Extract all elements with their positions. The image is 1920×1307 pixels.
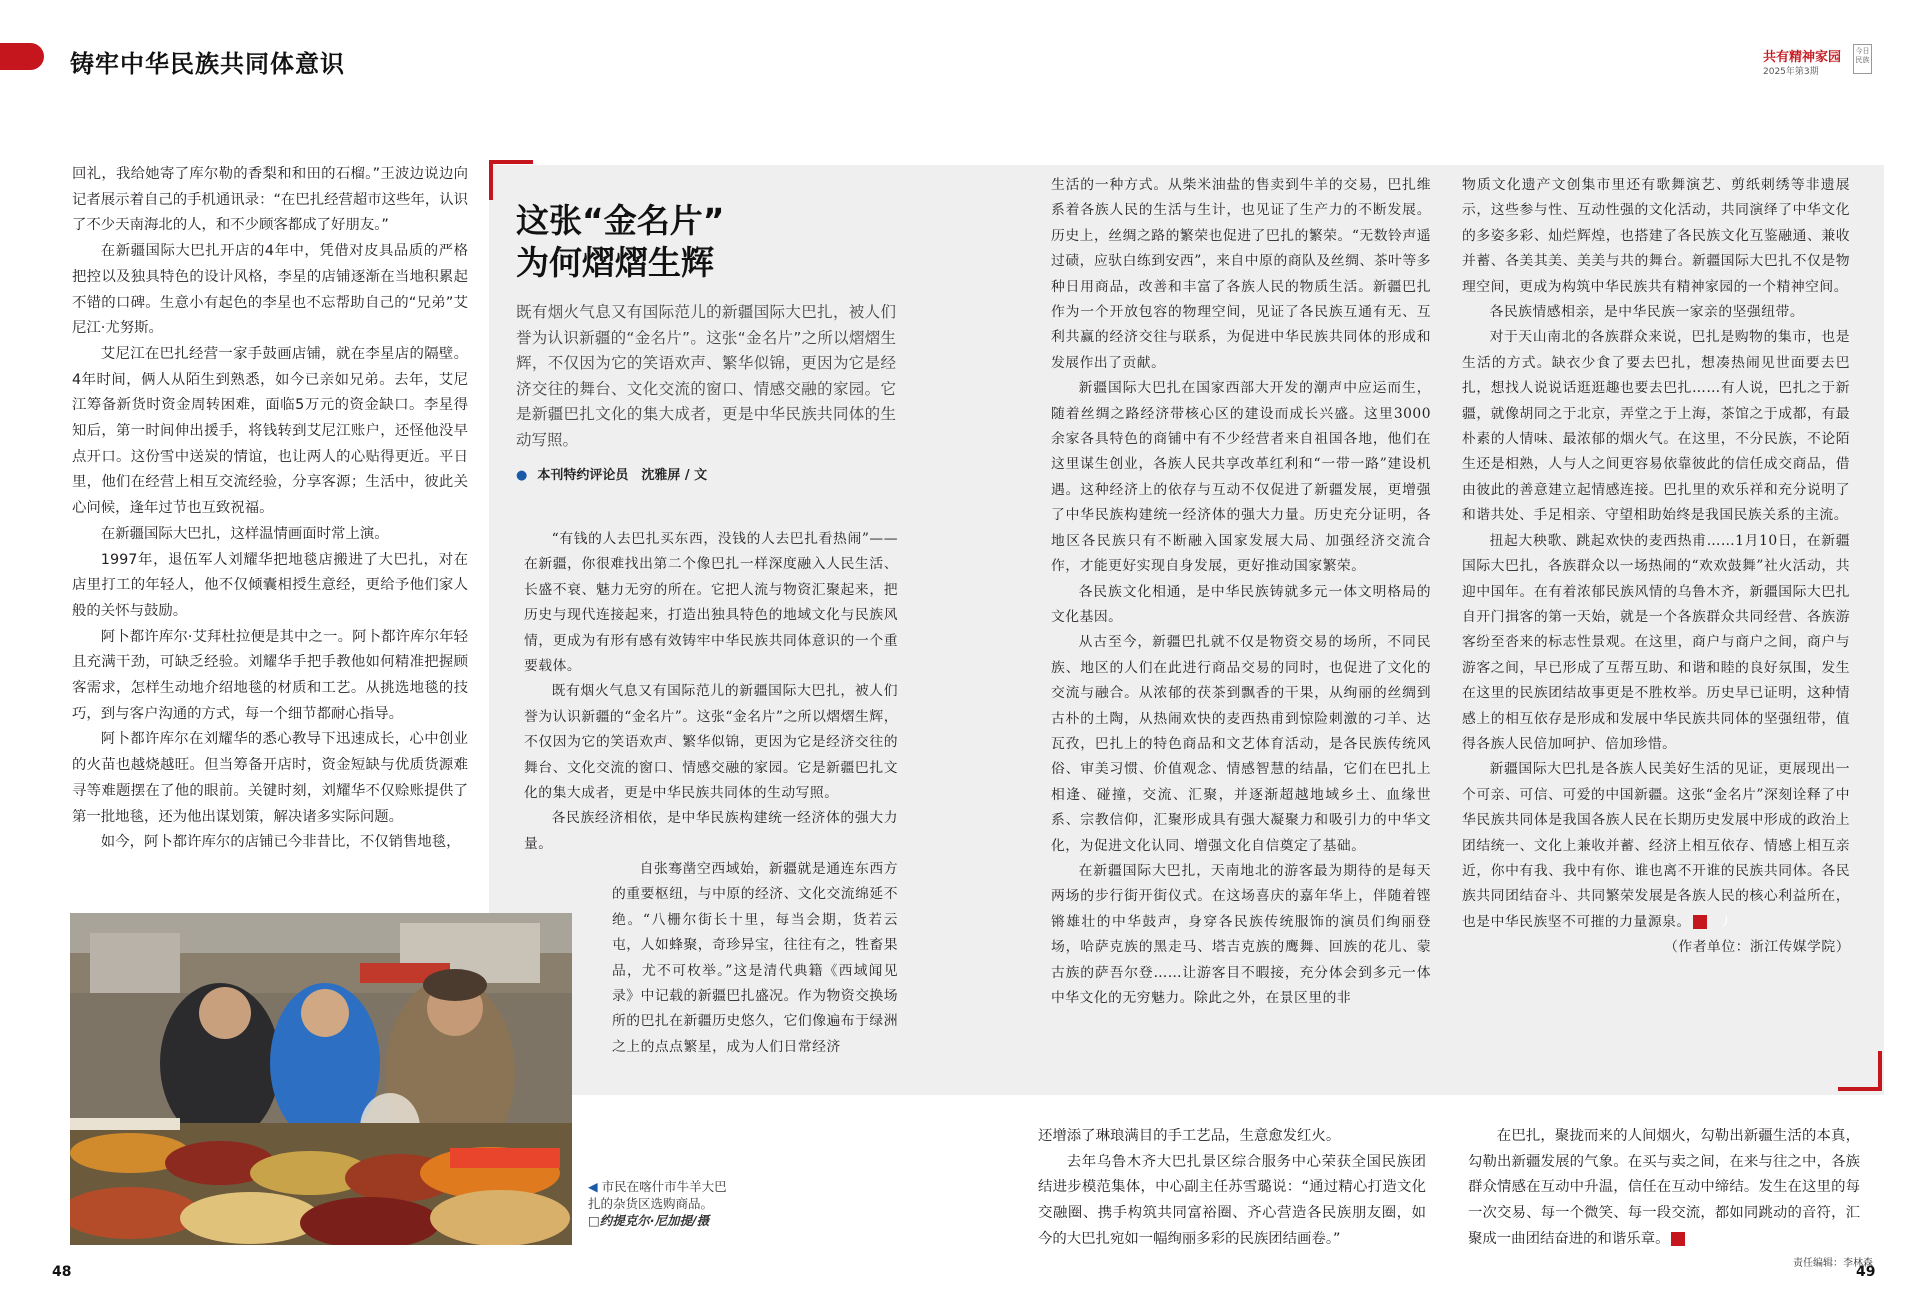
magazine-logo-badge: 今日 民族	[1853, 44, 1872, 74]
paragraph: 还增添了琳琅满目的手工艺品，生意愈发红火。	[1038, 1128, 1341, 1144]
paragraph: 对于天山南北的各族群众来说，巴扎是购物的集市，也是生活的方式。缺衣少食了要去巴扎，想凑热闹见世面要去巴扎，想找人说说话逛逛趣也要去巴扎……有人说，巴扎之于新疆，就像胡同之于北京，弄堂之于上海，茶馆之于成都，有最朴素的人情味、最浓郁的烟火气。在这里，不分民族，不论陌生还是相熟，人与人之间更容易依靠彼此的信任成交商品，借由彼此的善意建立起情感连接。巴扎里的欢乐祥和充分说明了和谐共处、手足相亲、守望相助始终是我国民族关系的主流。	[1462, 329, 1850, 524]
paragraph: 在新疆国际大巴扎开店的4年中，凭借对皮具品质的严格把控以及独具特色的设计风格，李星的店铺逐渐在当地积累起不错的口碑。生意小有起色的李星也不忘帮助自己的“兄弟”艾尼江·尤努斯。	[72, 243, 468, 337]
paragraph: 阿卜都许库尔·艾拜杜拉便是其中之一。阿卜都许库尔年轻且充满干劲，可缺乏经验。刘耀华手把手教他如何精准把握顾客需求，怎样生动地介绍地毯的材质和工艺。从挑选地毯的技巧，到与客户沟通的方式，每一个细节都耐心指导。	[72, 628, 468, 722]
page-number-left: 48	[52, 1264, 72, 1280]
paragraph	[1468, 1124, 1860, 1253]
caption-text: 市民在喀什市牛羊大巴扎的杂货区选购商品。	[588, 1179, 727, 1211]
market-photo	[70, 913, 572, 1245]
paragraph: 在新疆国际大巴扎，天南地北的游客最为期待的是每天两场的步行街开街仪式。在这场喜庆的嘉年华上，伴随着铿锵雄壮的中华鼓声，身穿各民族传统服饰的演员们绚丽登场，哈萨克族的黑走马、塔吉克族的鹰舞、回族的花儿、蒙古族的萨吾尔登……让游客目不暇接，充分体会到多元一体中华文化的无穷魅力。除此之外，在景区里的非	[1051, 862, 1431, 1006]
caption-arrow-icon: ◀	[588, 1179, 602, 1194]
paragraph: 扭起大秧歌、跳起欢快的麦西热甫……1月10日，在新疆国际大巴扎，各族群众以一场热闹的“欢欢鼓舞”社火活动，共迎中国年。在有着浓郁民族风情的乌鲁木齐，新疆国际大巴扎自开门揖客的第一天始，就是一个各族群众共同经营、各族游客纷至沓来的标志性景观。在这里，商户与商户之间，商户与游客之间，早已形成了互帮互助、和谐和睦的良好氛围，发生在这里的民族团结故事更是不胜枚举。历史早已证明，这种情感上的相互依存是形成和发展中华民族共同体的坚强纽带，值得各族人民倍加呵护、倍加珍惜。	[1462, 532, 1850, 752]
essay-column-1-continued	[612, 857, 898, 1060]
essay-column-3	[1462, 173, 1850, 961]
essay-column-2	[1051, 173, 1431, 1011]
paragraph: 物质文化遗产文创集市里还有歌舞演艺、剪纸刺绣等非遗展示，这些参与性、互动性强的文化活动，共同演绎了中华文化的多姿多彩、灿烂辉煌，也搭建了各民族文化互鉴融通、兼收并蓄、各美其美、美美与共的舞台。新疆国际大巴扎不仅是物理空间，更成为构筑中华民族共有精神家园的一个精神空间。	[1462, 177, 1850, 295]
paragraph: 各民族文化相通，是中华民族铸就多元一体文明格局的文化基因。	[1051, 583, 1431, 625]
photo-caption	[588, 1178, 738, 1229]
paragraph: 生活的一种方式。从柴米油盐的售卖到牛羊的交易，巴扎维系着各族人民的生活与生计，也见证了生产力的不断发展。历史上，丝绸之路的繁荣也促进了巴扎的繁荣。“无数铃声遥过碛，应驮白练到安西”，来自中原的商队及丝绸、茶叶等多种日用商品，改善和丰富了各族人民的物质生活。新疆巴扎作为一个开放包容的物理空间，见证了各民族互通有无、互利共赢的经济交往与联系，为促进中华民族共同体的形成和发展作出了贡献。	[1051, 177, 1431, 371]
paragraph: 各民族经济相依，是中华民族构建统一经济体的强大力量。	[524, 810, 898, 852]
paragraph: 从古至今，新疆巴扎就不仅是物资交易的场所，不同民族、地区的人们在此进行商品交易的同时，也促进了文化的交流与融合。从浓郁的茯茶到飘香的干果，从绚丽的丝绸到古朴的土陶，从热闹欢快的麦西热甫到惊险刺激的刁羊、达瓦孜，巴扎上的特色商品和文艺体育活动，是各民族传统风俗、审美习惯、价值观念、情感智慧的结晶，它们在巴扎上相逢、碰撞，交流、汇聚，并逐渐超越地域乡土、血缘世系、宗教信仰，汇聚形成具有强大凝聚力和吸引力的中华文化，为促进文化认同、增强文化自信奠定了基础。	[1051, 634, 1431, 854]
section-marker	[0, 43, 44, 70]
paragraph: 自张骞凿空西域始，新疆就是通连东西方的重要枢纽，与中原的经济、文化交流绵延不绝。“八栅尔街长十里，每当会期，货若云屯，人如蜂聚，奇珍异宝，往往有之，牲畜果品，尤不可枚举。”这是清代典籍《西域闻见录》中记载的新疆巴扎盛况。作为物资交换场所的巴扎在新疆历史悠久，它们像遍布于绿洲之上的点点繁星，成为人们日常经济	[612, 861, 898, 1055]
bullet-icon: ●	[516, 468, 528, 483]
end-mark-icon: 丿	[1671, 1232, 1685, 1246]
left-article-column	[72, 162, 468, 856]
bottom-right-column	[1468, 1124, 1860, 1253]
paragraph-text: 新疆国际大巴扎是各族人民美好生活的见证，更展现出一个可亲、可信、可爱的中国新疆。这张“金名片”深刻诠释了中华民族共同体是我国各族人民在长期历史发展中形成的政治上团结统一、文化上兼收并蓄、经济上相互依存、情感上相互亲近，你中有我、我中有你、谁也离不开谁的民族共同体。各民族共同团结奋斗、共同繁荣发展是各族人民的核心利益所在，也是中华民族坚不可摧的力量源泉。	[1462, 761, 1850, 930]
paragraph: 艾尼江在巴扎经营一家手鼓画店铺，就在李星店的隔壁。4年时间，俩人从陌生到熟悉，如今已亲如兄弟。去年，艾尼江筹备新货时资金周转困难，面临5万元的资金缺口。李星得知后，第一时间伸出援手，将钱转到艾尼江账户，还怪他没早点开口。这份雪中送炭的情谊，也让两人的心贴得更近。平日里，他们在经营上相互交流经验，分享客源；生活中，彼此关心问候，逢年过节也互致祝福。	[72, 345, 468, 517]
page-number-right: 49	[1856, 1264, 1876, 1280]
feature-lede: 既有烟火气息又有国际范儿的新疆国际大巴扎，被人们誉为认识新疆的“金名片”。这张“金名片”之所以熠熠生辉，不仅因为它的笑语欢声、繁华似锦，更因为它是经济交往的舞台、文化交流的窗口、情感交融的家园。它是新疆巴扎文化的集大成者，更是中华民族共同体的生动写照。	[516, 303, 896, 449]
paragraph: 去年乌鲁木齐大巴扎景区综合服务中心荣获全国民族团结进步模范集体，中心副主任苏雪璐说：“通过精心打造文化交融圈、携手构筑共同富裕圈、齐心营造各民族朋友圈，如今的大巴扎宛如一幅绚丽多彩的民族团结画卷。”	[1038, 1153, 1426, 1247]
paragraph	[1462, 757, 1850, 935]
paragraph-text: 在巴扎，聚拢而来的人间烟火，勾勒出新疆生活的本真，勾勒出新疆发展的气象。在买与卖之间，在来与往之中，各族群众情感在互动中升温，信任在互动中缔结。发生在这里的每一次交易、每一个微笑、每一段交流，都如同跳动的音符，汇聚成一曲团结奋进的和谐乐章。	[1468, 1128, 1860, 1247]
paragraph: 在新疆国际大巴扎，这样温情画面时常上演。	[100, 525, 389, 542]
author-affiliation: （作者单位：浙江传媒学院）	[1664, 939, 1850, 956]
byline-text: 本刊特约评论员 沈雅屏 / 文	[537, 468, 708, 483]
responsible-editor: 责任编辑：李林森	[1793, 1258, 1873, 1269]
paragraph: 如今，阿卜都许库尔的店铺已今非昔比，不仅销售地毯，	[100, 834, 461, 851]
essay-column-1	[524, 527, 898, 857]
end-mark-icon: 丿	[1693, 915, 1707, 929]
paragraph: 阿卜都许库尔在刘耀华的悉心教导下迅速成长，心中创业的火苗也越烧越旺。但当筹备开店时，资金短缺与优质货源难寻等难题摆在了他的眼前。关键时刻，刘耀华不仅赊账提供了第一批地毯，还为他出谋划策，解决诸多实际问题。	[72, 731, 468, 825]
bottom-mid-column	[1038, 1124, 1426, 1253]
headline-line-1: 这张“金名片”	[516, 201, 725, 240]
column-name: 共有精神家园	[1763, 50, 1842, 65]
issue-number: 2025年第3期	[1763, 67, 1819, 77]
headline-line-2: 为何熠熠生辉	[516, 243, 714, 282]
corner-bracket-bottom-right	[1838, 1051, 1882, 1091]
paragraph: “有钱的人去巴扎买东西，没钱的人去巴扎看热闹”——在新疆，你很难找出第二个像巴扎一样深度融入人民生活、长盛不衰、魅力无穷的所在。它把人流与物资汇聚起来，把历史与现代连接起来，打造出独具特色的地域文化与民族风情，更成为有形有感有效铸牢中华民族共同体意识的一个重要载体。	[524, 531, 898, 675]
corner-bracket-top-left	[489, 160, 533, 200]
byline	[516, 464, 707, 483]
paragraph: 既有烟火气息又有国际范儿的新疆国际大巴扎，被人们誉为认识新疆的“金名片”。这张“金名片”之所以熠熠生辉，不仅因为它的笑语欢声、繁华似锦，更因为它是经济交往的舞台、文化交流的窗口、情感交融的家园。它是新疆巴扎文化的集大成者，更是中华民族共同体的生动写照。	[524, 683, 898, 802]
paragraph: 回礼，我给她寄了库尔勒的香梨和和田的石榴。”王波边说边向记者展示着自己的手机通讯录：“在巴扎经营超市这些年，认识了不少天南海北的人，和不少顾客都成了好朋友。”	[72, 166, 469, 234]
paragraph: 各民族情感相亲，是中华民族一家亲的坚强纽带。	[1489, 304, 1805, 321]
paragraph: 1997年，退伍军人刘耀华把地毯店搬进了大巴扎，对在店里打工的年轻人，他不仅倾囊相授生意经，更给予他们家人般的关怀与鼓励。	[72, 551, 468, 619]
photo-credit: □约提克尔·尼加提/摄	[588, 1213, 710, 1228]
feature-headline	[516, 200, 724, 284]
paragraph: 新疆国际大巴扎在国家西部大开发的潮声中应运而生，随着丝绸之路经济带核心区的建设而成长兴盛。这里3000余家各具特色的商铺中有不少经营者来自祖国各地，他们在这里谋生创业，各族人民共享改革红利和“一带一路”建设机遇。这种经济上的依存与互动不仅促进了新疆发展，更增强了中华民族构建统一经济体的强大力量。历史充分证明，各地区各民族只有不断融入国家发展大局、加强经济交流合作，才能更好实现自身发展，更好推动国家繁荣。	[1051, 380, 1431, 575]
section-title: 铸牢中华民族共同体意识	[70, 50, 345, 78]
